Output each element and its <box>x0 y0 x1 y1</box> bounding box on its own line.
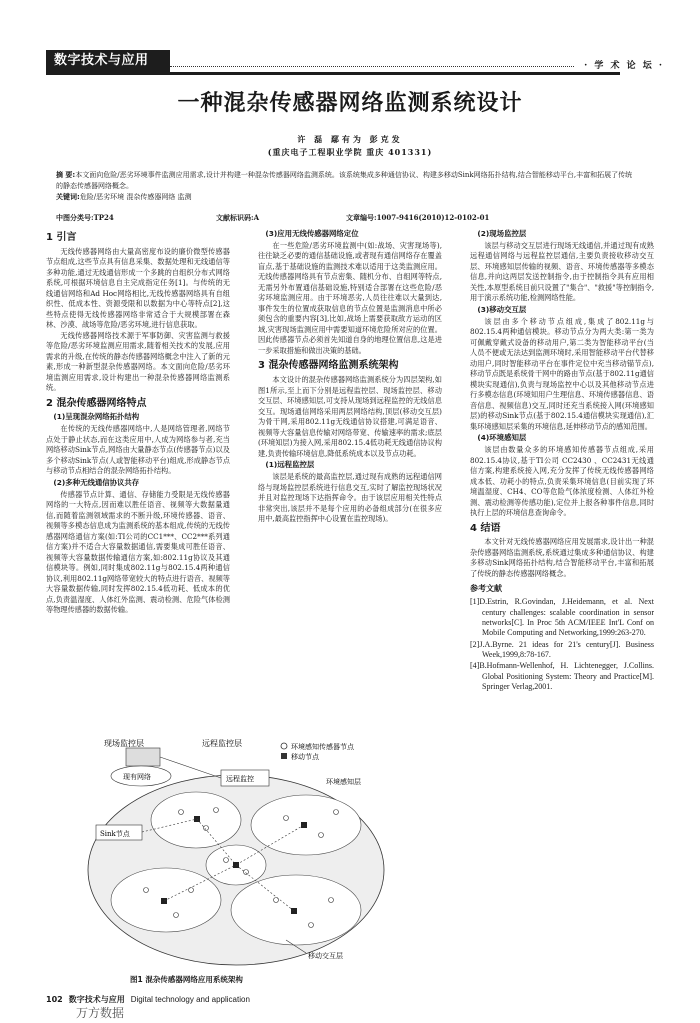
column-2 <box>258 228 442 534</box>
clc-number: 中图分类号:TP24 <box>56 213 114 222</box>
section-1-heading: 1 引言 <box>46 232 77 243</box>
authors: 许 磊 鄢有为 彭克发 <box>297 134 403 144</box>
page-number: 102 <box>46 995 63 1004</box>
paragraph: 该层由多个移动节点组成,集成了802.11g与802.15.4两种通信模块。移动节点分为两大类:第一类为可佩戴穿戴式设备的移动用户,第二类为智能移动平台(当人员不便或无法达到监测环境时,采用智能移动平台代替移动用户,同时智能移动平台在事件定位中充当移动锚节点),移动节点既是系统骨干网中的路由节点(基于802.11g通信模块实现通信),负责与现场监控中心以及其他移动节点进行多模态信息(环境知用户生理信息、环境传感器信息、语音信息、视频信息)交互,同时还充当系统接入网(环境感知层)的移动Sink节点(基于802.15.4通信模块实现通信),汇集环境感知层采集的环境信息,延伸移动节点的感知范围。 <box>470 316 654 431</box>
mobile-interact-label: 移动交互层 <box>308 952 343 960</box>
section-4-heading: 4 结语 <box>470 522 501 534</box>
journal-name-en: Digital technology and application <box>130 995 250 1004</box>
keywords: 危险/恶劣环境 混杂传感器网络 监测 <box>79 192 192 201</box>
column-3 <box>470 228 654 694</box>
subheading: (3)应用无线传感器网络定位 <box>265 229 359 238</box>
paragraph: 本文设计的混杂传感器网络监测系统分为四层架构,如图1所示,至上而下分别是远程监控层、现场监控层、移动交互层、环境感知层,可支持从现场到远程监控的无线信息交互。现场通信网络采用两层网络结构,顶层(移动交互层)为骨干网,采用802.11g无线通信协议搭建,可满足语音、视频等大容量信息传输对网络带宽、传输速率的需求;底层(环境知层)为接入网,采用802.15.4低功耗无线通信协议构建,负责传输环境信息,降低系统成本以及节点功耗。 <box>258 375 442 458</box>
abstract-text: 本文面向危险/恶劣环境事件监测应用需求,设计并构建一种混杂传感器网络监测系统。该系统集成多种通信协议、构建多移动Sink网络拓扑结构,结合智能移动平台,丰富和拓展了传统的静态传感器网络概念。 <box>56 171 633 190</box>
reference-item: [4]B.Hofmann-Wellenhof, H. Lichtenegger, J.Collins. Global Positioning System: Theory and Practice[M]. Springer Verlag,2001. <box>470 661 654 692</box>
references <box>470 583 654 692</box>
legend-mobile-label: 移动节点 <box>291 753 319 761</box>
paragraph: 本文针对无线传感器网络应用发展需求,设计出一种混杂传感器网络监测系统,系统通过集成多种通信协议、构建多移动Sink网络拓扑结构,结合智能移动平台,丰富和拓展了传统的静态传感器网络概念。 <box>470 537 654 578</box>
subheading: (1)远程监控层 <box>265 460 315 470</box>
paragraph: 该层与移动交互层进行现场无线通信,并通过现有成熟远程通信网络与远程监控层通信,主要负责接收移动交互层、环境感知层传输的视频、语音、环境传感器等多模态信息,并向这两层发送控制指令,由于控制指令具有应用相关性,本原型系统目前只设置了"集合"、"救援"等控制指令,用于演示系统功能,检测网络性能。 <box>470 240 654 303</box>
section-3-heading: 3 混杂传感器网络监测系统架构 <box>258 360 399 372</box>
watermark: 万方数据 <box>76 1006 125 1020</box>
legend-node-label: 环境感知传感器节点 <box>291 743 354 751</box>
paragraph: 该层是系统的最高监控层,通过现有成熟的远程通信网络与现场监控层系统进行信息交互,实时了解监控现场状况并且对监控现场下达指挥命令。由于该层应用相关性特点非常突出,该层并不是每个应用的必备组成部分(在很多应用中,最高监控指挥中心设置在监控现场)。 <box>258 472 442 524</box>
subheading: (4)环境感知层 <box>477 433 527 443</box>
figure-caption: 图1 混杂传感器网络应用系统架构 <box>130 975 243 984</box>
paragraph: 传感器节点计算、通信、存储能力受限是无线传感器网络的一大特点,因而难以胜任语音、视频等大数据量通信,而随着监测领域需求的不断升级,环境传感器、语音、视频等多模态信息成为监测系统的基本组成,传统的无线传感器网络通信方案(如:TI公司的CC1***、CC2***系列通信方案)并不适合大容量数据通信,需要集成可胜任语音、视频等大容量数据传输通信方案,如:802.11g协议及其通信模块等。例如,同时集成802.11g与802.15.4两种通信协议,利用802.11g网络带宽较大的特点进行语音、视频等大容量数据传输,同时发挥802.15.4低功耗、低成本的优点,负责温湿度、人体红外监测、震动检测、危险气体检测等物理传感器的数据传输。 <box>46 489 230 615</box>
paragraph: 在传统的无线传感器网络中,人是网络管理者,网络节点处于静止状态,而在这类应用中,人成为网络参与者,充当网络移动Sink节点,网络由大量静态节点(传感器节点)以及多个移动Sink节点(人或智能移动平台)组成,形成静态节点与移动节点相结合的混杂网络拓扑结构。 <box>46 424 230 476</box>
legend-mobile-icon <box>281 753 287 759</box>
header-rule <box>46 72 620 75</box>
field-monitor-icon <box>126 748 160 766</box>
field-network-label: 现有网络 <box>123 773 151 781</box>
section-header: 数字技术与应用 <box>46 50 170 72</box>
reference-item: [1]D.Estrin, R.Govindan, J.Heidemann, et al. Next century challenges: scalable coordination in sensor networks[C]. In Proc 5th ACM/IEEE Int'L Conf on Mobile Computing and Networking,1999:263-270. <box>470 597 654 638</box>
remote-center-label: 远程监控 <box>226 775 254 783</box>
sink-node-label: Sink节点 <box>100 830 130 838</box>
paper-title: 一种混杂传感器网络监测系统设计 <box>177 91 523 116</box>
subheading: (2)多种无线通信协议共存 <box>53 477 140 487</box>
remote-monitor-label: 远程监控层 <box>202 739 242 748</box>
page-footer <box>46 994 250 1006</box>
field-monitor-label: 现场监控层 <box>104 739 144 748</box>
paragraph: 在一些危险/恶劣环境监测中(如:战场、灾害现场等),往往缺乏必要的通信基础设施,或者现有通信网络存在覆盖盲点,基于基础设施的监测技术难以适用于这类监测应用。无线传感器网络具有节点密集、随机分布、自组网等特点,无需另外布置通信基础设施,特别适合部署在这些危险/恶劣环境监测应用。由于环境恶劣,人员往往难以大量到达,事件发生的位置成获取信息的节点位置是监测消息中所必须包含的重要内容[3],比如,战场上需要获取敌方运动的区域,灾害现场监测应用中需要知道环境危险所对应的位置。因此传感器节点必须首先知道自身的地理位置信息,这是进一步采取措施和做出决策的基础。 <box>258 240 442 355</box>
header-dotted-rule <box>170 66 574 67</box>
subheading: (1)呈现混杂网络拓扑结构 <box>53 412 140 422</box>
abstract-label: 摘 要: <box>56 171 76 179</box>
reference-item: [2]J.A.Byrne. 21 ideas for 21's century[J]. Business Week,1999,8:78-167. <box>470 639 654 660</box>
article-number: 文章编号:1007-9416(2010)12-0102-01 <box>346 213 490 222</box>
doc-code: 文献标识码:A <box>216 213 260 222</box>
paragraph: 该层由数量众多的环境感知传感器节点组成,采用802.15.4协议,基于TI公司 CC2430 、CC2431无线通信方案,构建系统接入网,充分发挥了传统无线传感器网络成本低、功耗小的特点,负责采集环境信息(目前实现了环境温湿度、CH4、CO等危险气体浓度检测、人体红外检测、震动检测等传感功能),定位并上报各种事件信息,同时执行上层的环境信息查询命令。 <box>470 445 654 518</box>
architecture-figure <box>86 740 416 970</box>
section-2-heading: 2 混杂传感器网络特点 <box>46 397 147 409</box>
abstract <box>56 170 636 203</box>
journal-name-cn: 数字技术与应用 <box>68 995 125 1004</box>
subheading: (2)现场监控层 <box>477 229 527 238</box>
paragraph: 无线传感器网络由大量高密度布设的廉价微型传感器节点组成,这些节点具有信息采集、数据处理和无线通信等多种功能,通过无线通信形成一个多跳的自组织分布式网络系统,可根据环境信息自主完成指定任务[1]。与传统的无线通信网络和Ad Hoc网络相比,无线传感器网络具有自组织性、低成本性、资源受限和以数据为中心等特点[2],这些特点使得无线传感器网络非常适合于大规模部署在森林、沙漠、战场等危险/恶劣环境,进行信息获取。 <box>46 246 230 330</box>
env-sensing-label: 环境感知层 <box>326 778 361 786</box>
subheading: (3)移动交互层 <box>477 304 527 314</box>
references-heading: 参考文献 <box>470 584 502 594</box>
keywords-label: 关键词: <box>56 192 80 201</box>
paragraph: 无线传感器网络技术源于军事防御、灾害监测与救援等危险/恶劣环境监测应用需求,随着相关技术的发展,应用需求的升级,在传统的静态传感器网络概念中注入了新的元素,形成一种新型混杂传感器网络。本文面向危险/恶劣环境监测应用需求,设计构建出一种混杂传感器网络监测系统。 <box>46 330 230 393</box>
column-1 <box>46 228 230 615</box>
category-label: · 学 术 论 坛 · <box>584 61 664 71</box>
affiliation: (重庆电子工程职业学院 重庆 401331) <box>267 147 433 157</box>
